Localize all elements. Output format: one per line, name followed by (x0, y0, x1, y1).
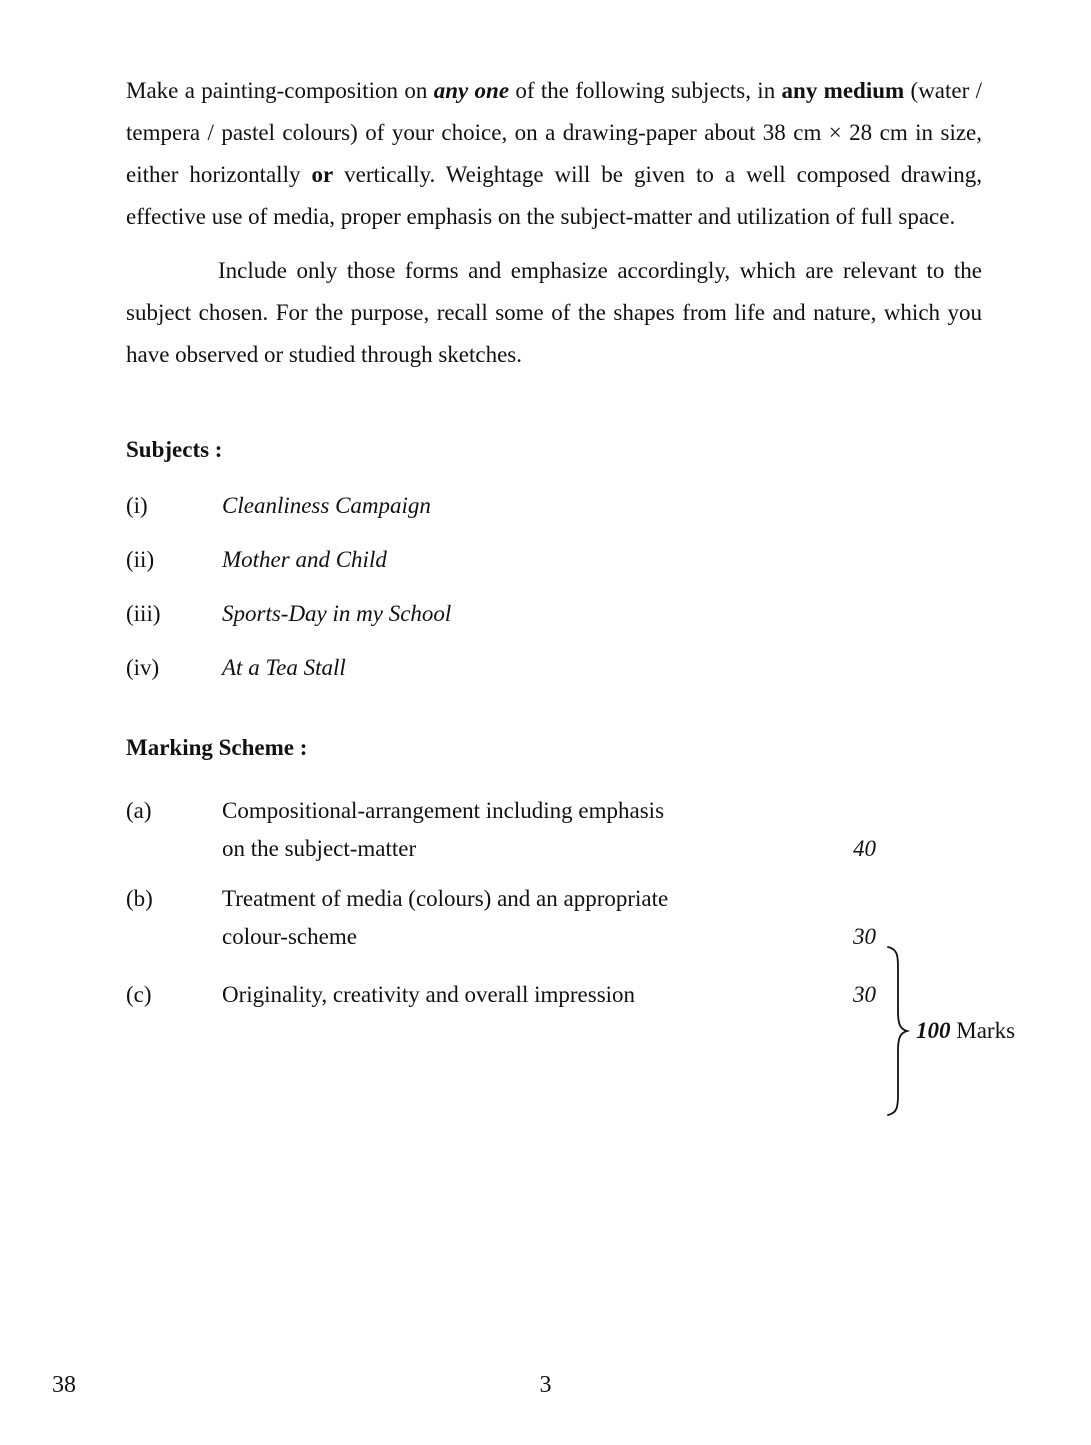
marking-row-text: Compositional-arrangement including emphasis on the subject-matter (222, 798, 665, 861)
marking-row (126, 976, 886, 1014)
page-number: 3 (539, 1372, 552, 1398)
marking-row (126, 880, 886, 956)
instruction-paragraph-2: Include only those forms and emphasize accordingly, which are relevant to the subject chosen. For the purpose, recall some of the shapes from life and nature, which you have observed or studied through sketches. (126, 258, 982, 367)
subjects-heading: Subjects : (126, 437, 223, 462)
subject-number: (iii) (126, 601, 161, 626)
subject-number: (ii) (126, 547, 155, 572)
subject-number: (iv) (126, 655, 160, 680)
list-item (126, 654, 982, 682)
instruction-paragraph-1: Make a painting-composition on any one of the following subjects, in any medium (water / tempera / pastel colours) of your choice, on a drawing-paper about 38 cm × 28 cm in size, either horizontally or vertically. Weightage will be given to a well composed drawing, effective use of media, proper emphasis on the subject-matter and utilization of full space. (126, 78, 982, 229)
marking-row (126, 792, 886, 868)
list-item (126, 492, 982, 520)
list-item (126, 546, 982, 574)
paper-code: 38 (52, 1372, 76, 1398)
subject-label: Sports-Day in my School (222, 601, 452, 626)
marking-row-text: Originality, creativity and overall impression (222, 982, 636, 1007)
page-content (126, 70, 982, 1014)
marking-row-number: (c) (126, 982, 152, 1007)
total-marks-value: 100 (916, 1018, 951, 1043)
total-marks-group (884, 945, 1084, 1117)
total-marks-label (916, 1018, 1015, 1044)
curly-brace-icon (884, 945, 910, 1117)
marks-value: 30 (853, 924, 876, 949)
subject-label: Cleanliness Campaign (222, 493, 431, 518)
marks-value: 30 (853, 982, 876, 1007)
subject-number: (i) (126, 493, 148, 518)
marking-row-number: (b) (126, 886, 153, 911)
marking-scheme-heading: Marking Scheme : (126, 735, 308, 760)
marking-row-number: (a) (126, 798, 152, 823)
total-marks-unit: Marks (950, 1018, 1016, 1043)
marking-scheme-list (126, 792, 886, 1014)
subject-label: Mother and Child (222, 547, 387, 572)
marking-row-text: Treatment of media (colours) and an appropriate colour-scheme (222, 886, 669, 949)
marks-value: 40 (853, 836, 876, 861)
subjects-list (126, 492, 982, 682)
subject-label: At a Tea Stall (222, 655, 346, 680)
list-item (126, 600, 982, 628)
